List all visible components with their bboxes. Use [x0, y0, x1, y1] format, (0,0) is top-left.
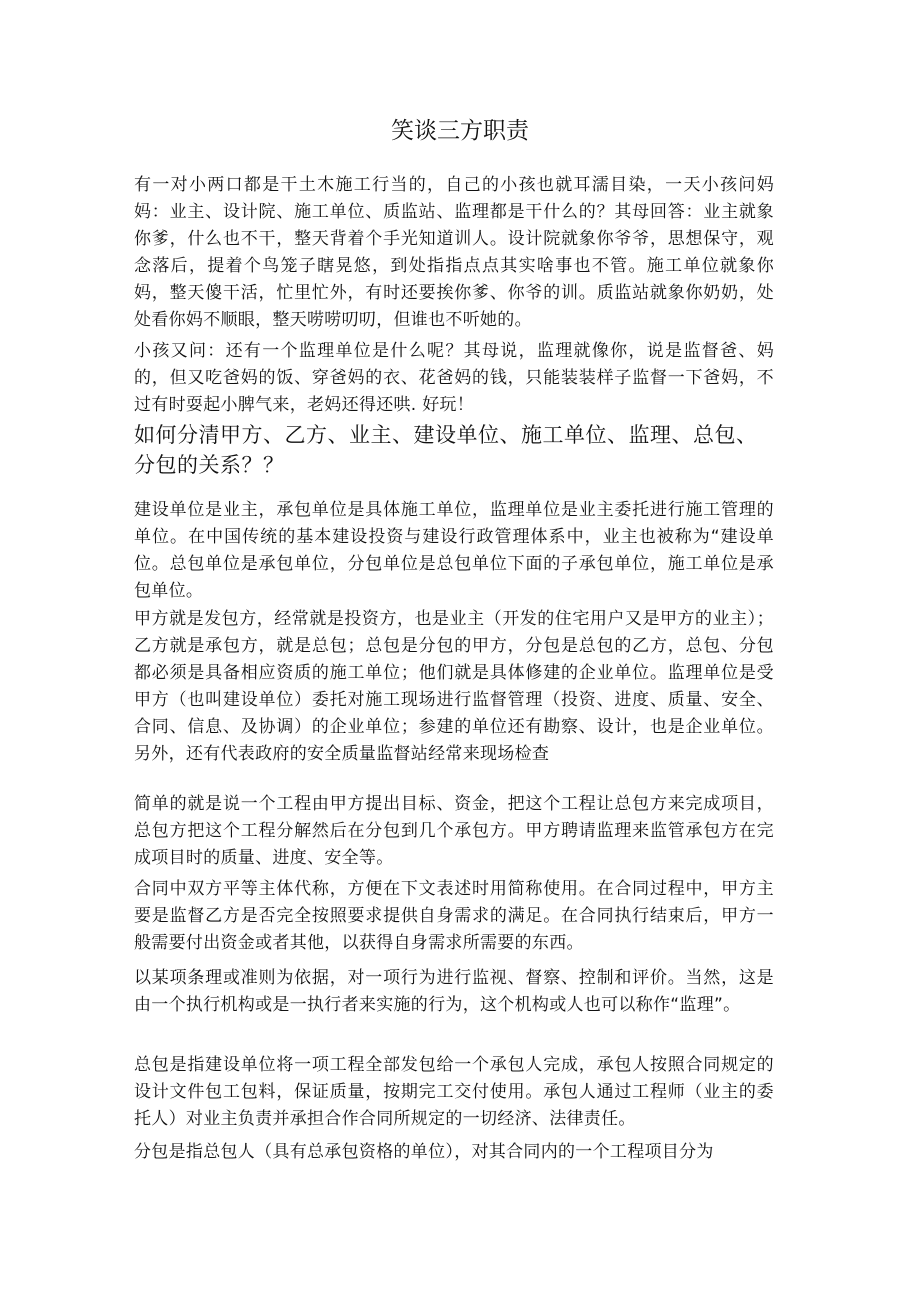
body-paragraph-2: 甲方就是发包方，经常就是投资方，也是业主（开发的住宅用户又是甲方的业主）；乙方就是承包方，就是总包；总包是分包的甲方，分包是总包的乙方，总包、分包都必须是具备相应资质的施工单位；他们就是具体修建的企业单位。监理单位是受甲方（也叫建设单位）委托对施工现场进行监督管理（投资、进度、质量、安全、合同、信息、及协调）的企业单位；参建的单位还有勘察、设计，也是企业单位。另外，还有代表政府的安全质量监督站经常来现场检查 — [134, 609, 774, 764]
section-heading: 如何分清甲方、乙方、业主、建设单位、施工单位、监理、总包、分包的关系？？ — [134, 423, 758, 477]
document-title: 笑谈三方职责 — [391, 118, 529, 144]
body-paragraph-6: 总包是指建设单位将一项工程全部发包给一个承包人完成，承包人按照合同规定的设计文件包工包料，保证质量，按期完工交付使用。承包人通过工程师（业主的委托人）对业主负责并承担合作合同所规定的一切经济、法律责任。 — [134, 1055, 774, 1129]
intro-paragraph-2: 小孩又问：还有一个监理单位是什么呢？其母说，监理就像你，说是监督爸、妈的，但又吃爸妈的饭、穿爸妈的衣、花爸妈的钱，只能装装样子监督一下爸妈，不过有时耍起小脾气来，老妈还得还哄. 好玩！ — [134, 341, 774, 415]
body-paragraph-1: 建设单位是业主，承包单位是具体施工单位，监理单位是业主委托进行施工管理的单位。在中国传统的基本建设投资与建设行政管理体系中，业主也被称为“建设单位。总包单位是承包单位，分包单位是总包单位下面的子承包单位，施工单位是承包单位。 — [134, 500, 774, 601]
body-paragraph-4: 合同中双方平等主体代称，方便在下文表述时用简称使用。在合同过程中，甲方主要是监督乙方是否完全按照要求提供自身需求的满足。在合同执行结束后，甲方一般需要付出资金或者其他，以获得自身需求所需要的东西。 — [134, 879, 774, 953]
intro-paragraph-1: 有一对小两口都是干土木施工行当的，自己的小孩也就耳濡目染，一天小孩问妈妈：业主、设计院、施工单位、质监站、监理都是干什么的？其母回答：业主就象你爹，什么也不干，整天背着个手光知道训人。设计院就象你爷爷，思想保守，观念落后，提着个鸟笼子瞎晃悠，到处指指点点其实啥事也不管。施工单位就象你妈，整天傻干活，忙里忙外，有时还要挨你爹、你爷的训。质监站就象你奶奶，处处看你妈不顺眼，整天唠唠叨叨，但谁也不听她的。 — [134, 175, 774, 330]
body-paragraph-7: 分包是指总包人（具有总承包资格的单位），对其合同内的一个工程项目分为 — [134, 1142, 714, 1162]
body-paragraph-3: 简单的就是说一个工程由甲方提出目标、资金，把这个工程让总包方来完成项目，总包方把这个工程分解然后在分包到几个承包方。甲方聘请监理来监管承包方在完成项目时的质量、进度、安全等。 — [134, 794, 774, 868]
body-paragraph-5: 以某项条理或准则为依据，对一项行为进行监视、督察、控制和评价。当然，这是由一个执行机构或是一执行者来实施的行为，这个机构或人也可以称作“监理”。 — [134, 968, 774, 1015]
